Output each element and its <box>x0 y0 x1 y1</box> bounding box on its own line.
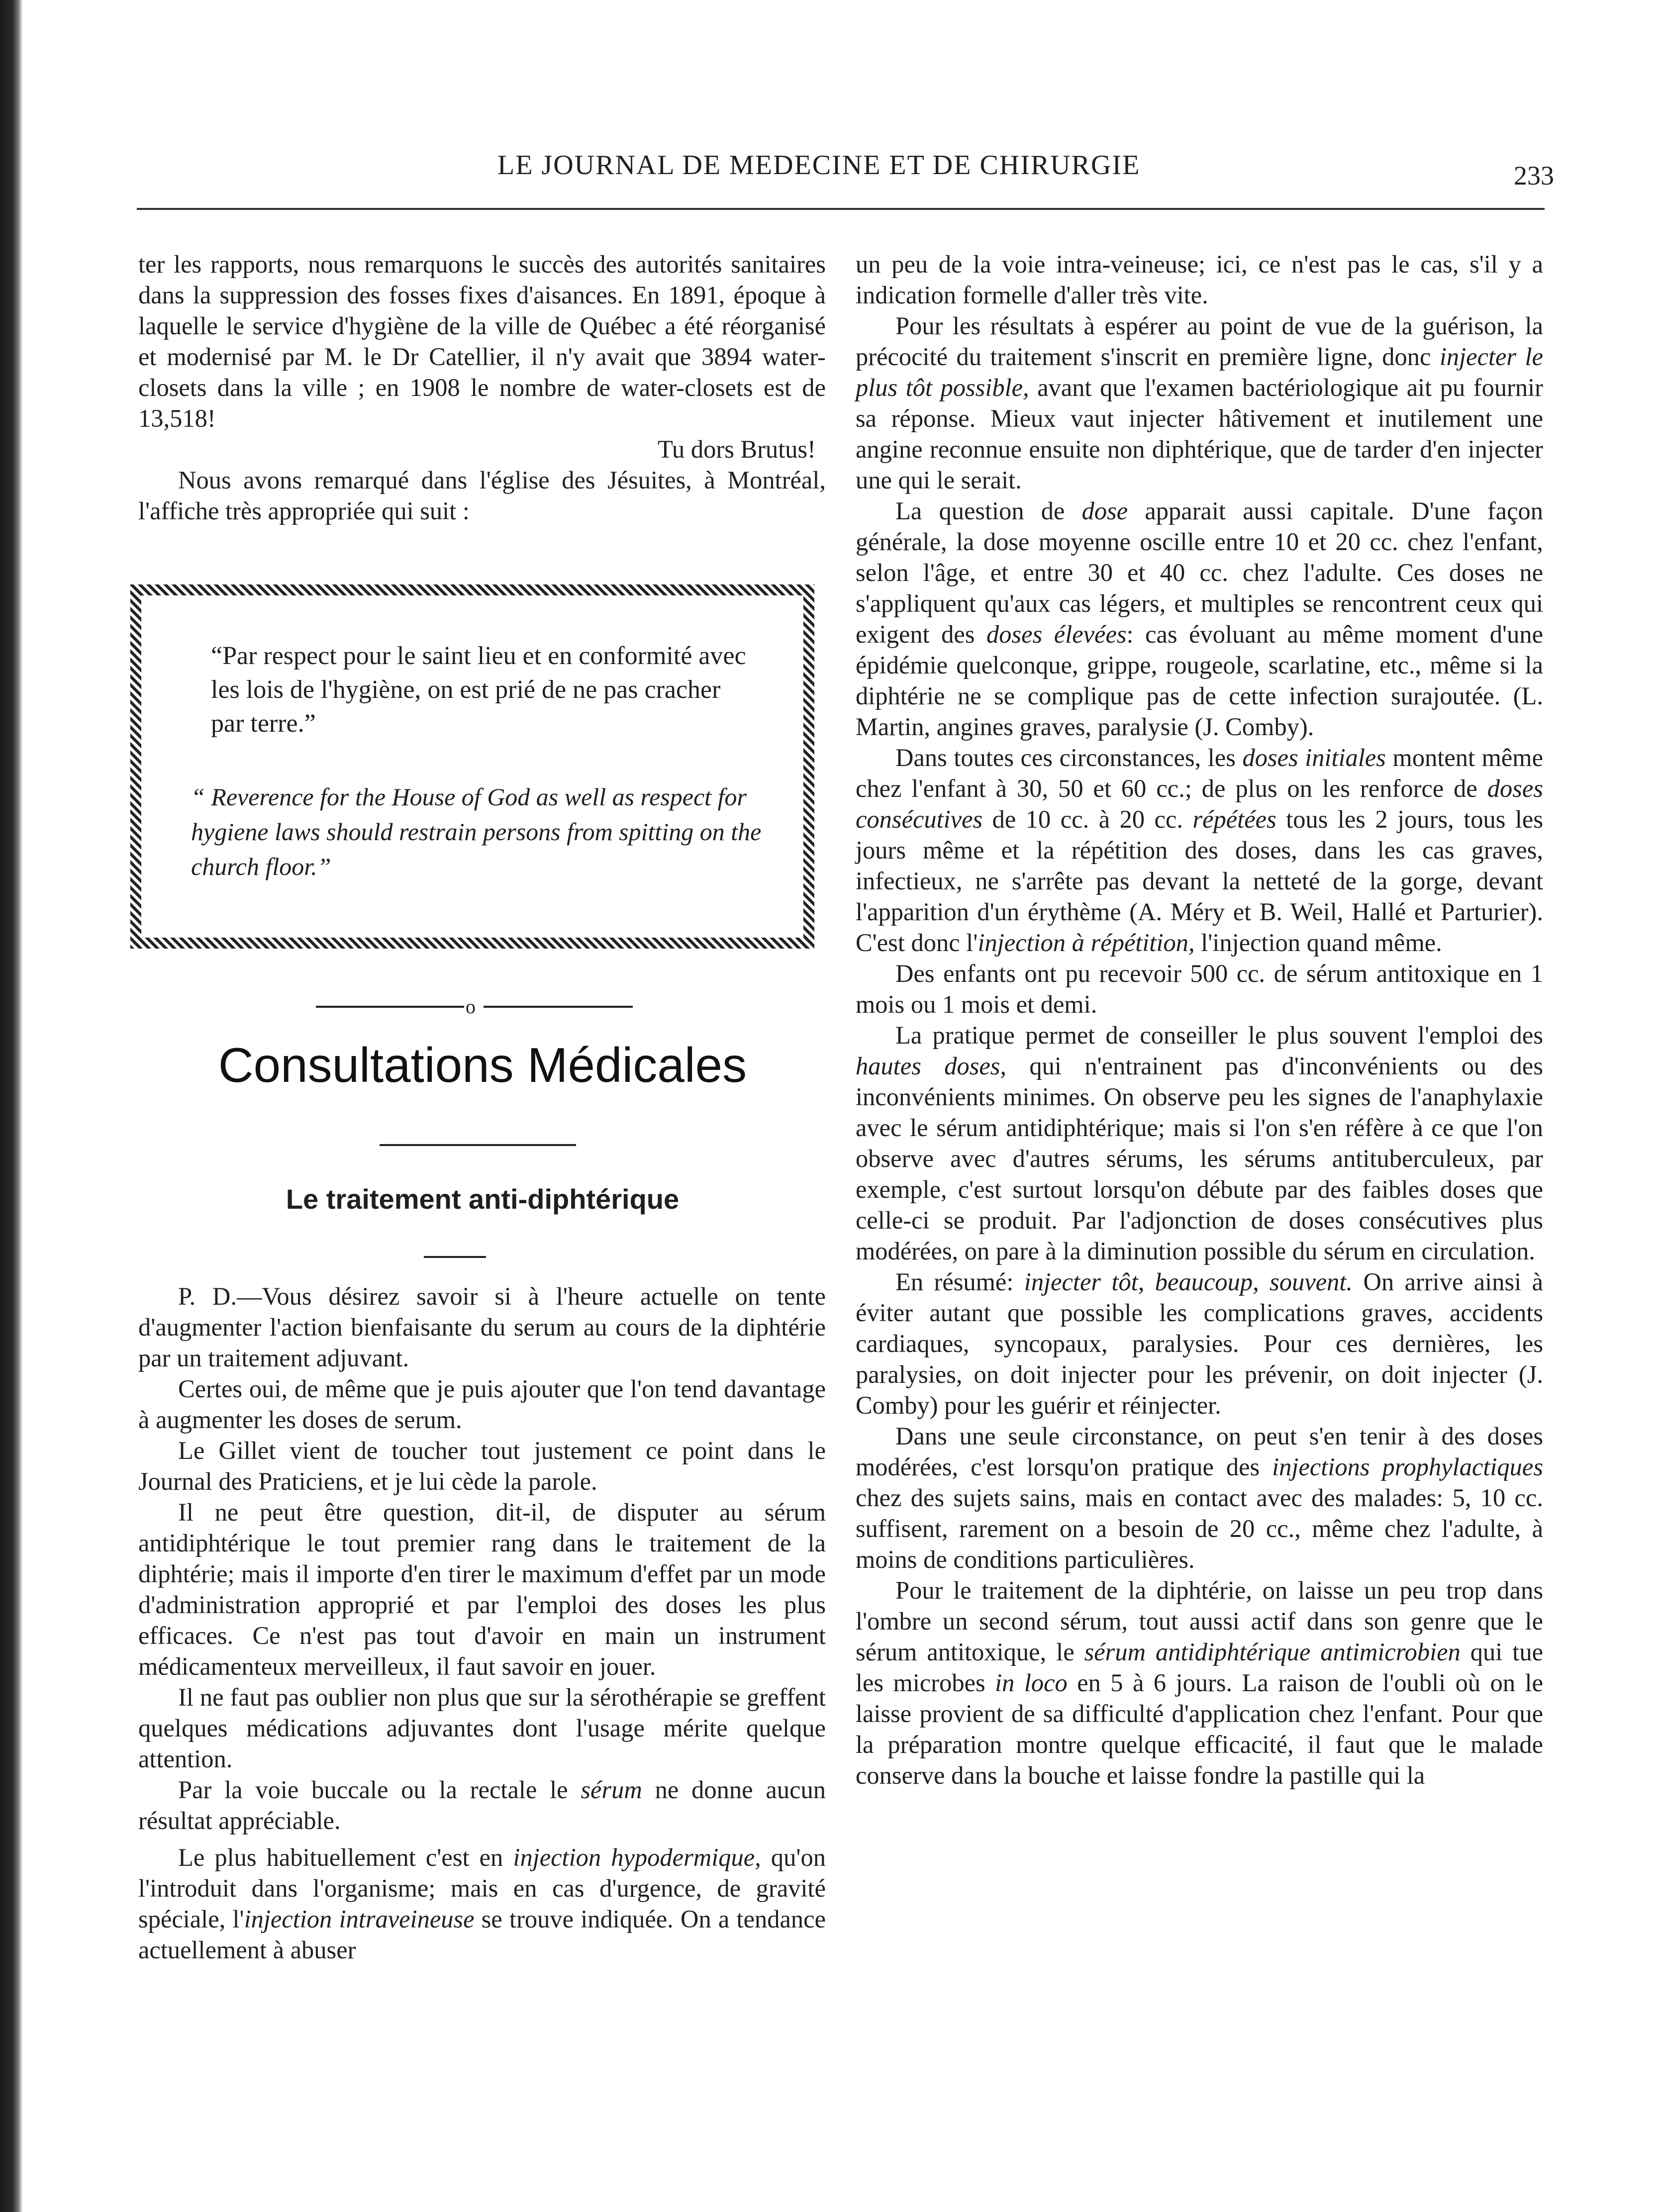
church-notice-box <box>130 584 814 949</box>
paragraph: Certes oui, de même que je puis ajouter que l'on tend davantage à augmenter les doses de serum. <box>138 1375 826 1434</box>
article-rule <box>424 1256 486 1258</box>
paragraph-aside: Tu dors Brutus! <box>657 435 816 463</box>
paragraph: La question de dose apparait aussi capitale. D'une façon générale, la dose moyenne oscille entre 10 et 20 cc. chez l'enfant, selon l'âge, et entre 30 et 40 cc. chez l'adulte. Ces doses ne s'appliquent qu'aux cas légers, et multiples se rencontrent ceux qui exigent des doses élevées: cas évoluant au même moment d'une épidémie quelconque, grippe, rougeole, scarlatine, etc., même si la diphtérie ne se complique pas de cette infection surajoutée. (L. Martin, angines graves, paralysie (J. Comby). <box>856 497 1544 741</box>
running-header: LE JOURNAL DE MEDECINE ET DE CHIRURGIE <box>497 150 1141 181</box>
separator-line-left <box>316 1006 464 1008</box>
section-title: Consultations Médicales <box>218 1038 747 1092</box>
article-title: Le traitement anti-diphtérique <box>286 1183 680 1215</box>
paragraph: Le Gillet vient de toucher tout justement ce point dans le Journal des Praticiens, et je lui cède la parole. <box>138 1437 826 1495</box>
separator-mark: o <box>466 995 476 1018</box>
right-column <box>856 249 1543 1791</box>
scan-edge-shadow <box>0 0 23 2212</box>
paragraph: Pour le traitement de la diphtérie, on laisse un peu trop dans l'ombre un second sérum, tout aussi actif dans son genre que le sérum antitoxique, le sérum antidiphtérique antimicrobien qui tue les microbes in loco en 5 à 6 jours. La raison de l'oubli où on le laisse provient de sa difficulté d'application chez l'enfant. Pour que la préparation montre quelque efficacité, il faut que le malade conserve dans la bouche et laisse fondre la pastille qui la <box>856 1576 1543 1789</box>
paragraph: P. D.—Vous désirez savoir si à l'heure actuelle on tente d'augmenter l'action bienfaisante du serum au cours de la diphtérie par un traitement adjuvant. <box>138 1282 826 1372</box>
paragraph: Il ne peut être question, dit-il, de disputer au sérum antidiphtérique le tout premier rang dans le traitement de la diphtérie; mais il importe d'en tirer le maximum d'effet par un mode d'administration approprié et par l'emploi des doses les plus efficaces. Ce n'est pas tout d'avoir en main un instrument médicamenteux merveilleux, il faut savoir en jouer. <box>138 1498 826 1680</box>
paragraph: Le plus habituellement c'est en injection hypodermique, qu'on l'introduit dans l'organisme; mais en cas d'urgence, de gravité spéciale, l'injection intraveineuse se trouve indiquée. On a tendance actuellement à abuser <box>138 1843 826 1964</box>
paragraph: Par la voie buccale ou la rectale le sérum ne donne aucun résultat appréciable. <box>138 1776 826 1834</box>
left-column-body <box>138 1281 826 1965</box>
paragraph: Dans une seule circonstance, on peut s'en tenir à des doses modérées, c'est lorsqu'on pratique des injections prophylactiques chez des sujets sains, mais en contact avec des malades: 5, 10 cc. suffisent, rarement on a besoin de 20 cc., même chez l'adulte, à moins de conditions particulières. <box>856 1422 1543 1573</box>
header-rule <box>137 208 1545 210</box>
left-column-top <box>138 249 826 526</box>
paragraph: Des enfants ont pu recevoir 500 cc. de sérum antitoxique en 1 mois ou 1 mois et demi. <box>856 960 1543 1018</box>
paragraph: Dans toutes ces circonstances, les doses initiales montent même chez l'enfant à 30, 50 et 60 cc.; de plus on les renforce de doses consécutives de 10 cc. à 20 cc. répétées tous les 2 jours, tous les jours même et la répétition des doses, dans les cas graves, infectieux, ne s'arrête pas devant la netteté de la gorge, devant l'apparition d'un érythème (A. Méry et B. Weil, Hallé et Parturier). C'est donc l'injection à répétition, l'injection quand même. <box>856 744 1543 957</box>
separator-line-right <box>484 1006 633 1008</box>
notice-english-text: “ Reverence for the House of God as well as respect for hygiene laws should restrain persons from spitting on the church floor.” <box>191 783 762 880</box>
page-number: 233 <box>1514 161 1554 191</box>
paragraph: Nous avons remarqué dans l'église des Jésuites, à Montréal, l'affiche très appropriée qui suit : <box>138 466 826 525</box>
paragraph: En résumé: injecter tôt, beaucoup, souvent. On arrive ainsi à éviter autant que possible les complications graves, accidents cardiaques, syncopaux, paralysies. Pour ces dernières, les paralysies, on doit injecter pour les prévenir, on doit injecter (J. Comby) pour les guérir et réinjecter. <box>856 1268 1543 1419</box>
paragraph: Il ne faut pas oublier non plus que sur la sérothérapie se greffent quelques médications adjuvantes dont l'usage mérite quelque attention. <box>138 1683 826 1773</box>
paragraph: ter les rapports, nous remarquons le succès des autorités sanitaires dans la suppression des fosses fixes d'aisances. En 1891, époque à laquelle le service d'hygiène de la ville de Québec a été réorganisé et modernisé par M. le Dr Catellier, il n'y avait que 3894 water-closets dans la ville ; en 1908 le nombre de water-closets est de 13,518! <box>138 250 826 432</box>
title-rule <box>380 1144 576 1146</box>
paragraph: La pratique permet de conseiller le plus souvent l'emploi des hautes doses, qui n'entrainent pas d'inconvénients ou des inconvénients minimes. On observe peu les signes de l'anaphylaxie avec le sérum antidiphtérique; mais si l'on s'en réfère à ce que l'on observe avec d'autres sérums, les sérums antituberculeux, par exemple, c'est surtout lorsqu'on débute par des faibles doses que celle-ci se produit. Par l'adjonction de doses consécutives plus modérées, on pare à la diminution possible du sérum en circulation. <box>856 1021 1543 1265</box>
paragraph: un peu de la voie intra-veineuse; ici, ce n'est pas le cas, s'il y a indication formelle d'aller très vite. <box>856 250 1543 309</box>
notice-french-text: “Par respect pour le saint lieu et en conformité avec les lois de l'hygiène, on est prié de ne pas cracher par terre.” <box>211 642 746 738</box>
paragraph: Pour les résultats à espérer au point de vue de la guérison, la précocité du traitement s'inscrit en première ligne, donc injecter le plus tôt possible, avant que l'examen bactériologique ait pu fournir sa réponse. Mieux vaut injecter hâtivement et inutilement une angine reconnue ensuite non diphtérique, que de tarder d'en injecter une qui le serait. <box>856 312 1544 494</box>
